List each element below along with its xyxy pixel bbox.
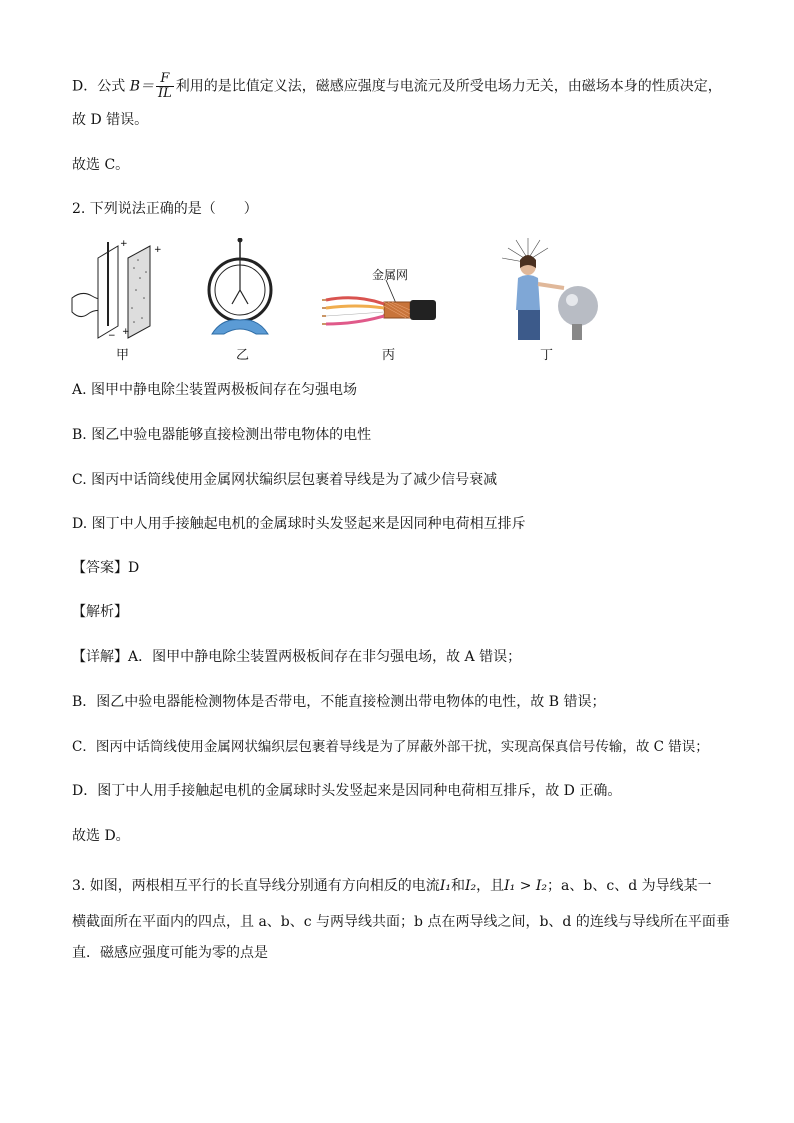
q3-current-i1: I₁ xyxy=(439,878,451,894)
formula-numerator: F xyxy=(156,72,174,87)
q3-line2: 横截面所在平面内的四点，且 a、b、c 与两导线共面；b 点在两导线之间，b、d 的连线与导线所在平面垂 xyxy=(72,914,730,930)
answer-tag: 【答案】 xyxy=(72,560,128,576)
q3-and: 和 xyxy=(450,878,465,894)
q3-line3: 直．磁感应强度可能为零的点是 xyxy=(72,945,268,961)
q1-option-d-suffix: 利用的是比值定义法，磁感应强度与电流元及所受电场力无关，由磁场本身的性质决定， xyxy=(175,78,722,95)
svg-text:+: + xyxy=(154,245,162,255)
q3-current-i2: I₂ xyxy=(464,878,477,894)
formula-denominator: IL xyxy=(157,86,172,101)
figure-ding-label: 丁 xyxy=(540,348,554,363)
answer-value: D xyxy=(128,560,140,576)
q3-line1-a: 3. 如图，两根相互平行的长直导线分别通有方向相反的电流 xyxy=(72,878,440,894)
q3-line1 xyxy=(72,876,712,896)
q2-conclusion: 故选 D。 xyxy=(72,828,130,844)
figure-jia-precipitator xyxy=(68,238,168,342)
q2-option-d: D. 图丁中人用手接触起电机的金属球时头发竖起来是因同种电荷相互排斥 xyxy=(72,516,526,532)
q1-conclusion: 故选 C。 xyxy=(72,157,130,173)
q2-answer-row xyxy=(72,558,139,578)
q1-option-d-prefix: D．公式 xyxy=(72,78,126,95)
figure-jia-label: 甲 xyxy=(116,348,130,363)
q1-option-d-line1 xyxy=(72,72,722,101)
formula-lhs: B＝ xyxy=(129,78,154,95)
svg-text:−: − xyxy=(108,331,116,341)
q1-option-d-line2: 故 D 错误。 xyxy=(72,112,149,128)
analysis-tag: 【解析】 xyxy=(72,604,128,620)
formula-fraction xyxy=(156,72,174,101)
q3-line1-b: ，且 xyxy=(476,878,505,894)
q2-stem: 2. 下列说法正确的是（ ） xyxy=(72,201,258,217)
svg-text:+: + xyxy=(122,327,130,337)
svg-text:+: + xyxy=(120,239,128,249)
q2-detail-b: B．图乙中验电器能检测物体是否带电，不能直接检测出带电物体的电性，故 B 错误； xyxy=(72,694,606,710)
q2-detail-a: 【详解】A．图甲中静电除尘装置两极板间存在非匀强电场，故 A 错误； xyxy=(72,649,522,665)
figure-ding-van-de-graaff xyxy=(498,238,598,342)
q2-option-a: A. 图甲中静电除尘装置两极板间存在匀强电场 xyxy=(72,382,358,398)
figure-bing-shielded-cable xyxy=(322,238,442,342)
metal-mesh-label: 金属网 xyxy=(372,268,409,282)
figure-yi-electroscope xyxy=(206,238,276,342)
figure-yi-label: 乙 xyxy=(236,348,250,363)
q2-detail-c: C．图丙中话筒线使用金属网状编织层包裹着导线是为了屏蔽外部干扰，实现高保真信号传输，故 C 错误； xyxy=(72,739,709,755)
figure-bing-label: 丙 xyxy=(382,348,396,363)
q2-detail-d: D．图丁中人用手接触起电机的金属球时头发竖起来是因同种电荷相互排斥，故 D 正确。 xyxy=(72,783,622,799)
q2-option-c: C. 图丙中话筒线使用金属网状编织层包裹着导线是为了减少信号衰减 xyxy=(72,472,498,488)
q2-option-b: B. 图乙中验电器能够直接检测出带电物体的电性 xyxy=(72,427,372,443)
q3-line1-c: ；a、b、c、d 为导线某一 xyxy=(547,878,712,894)
q3-inequality: I₁ > I₂ xyxy=(504,878,548,894)
